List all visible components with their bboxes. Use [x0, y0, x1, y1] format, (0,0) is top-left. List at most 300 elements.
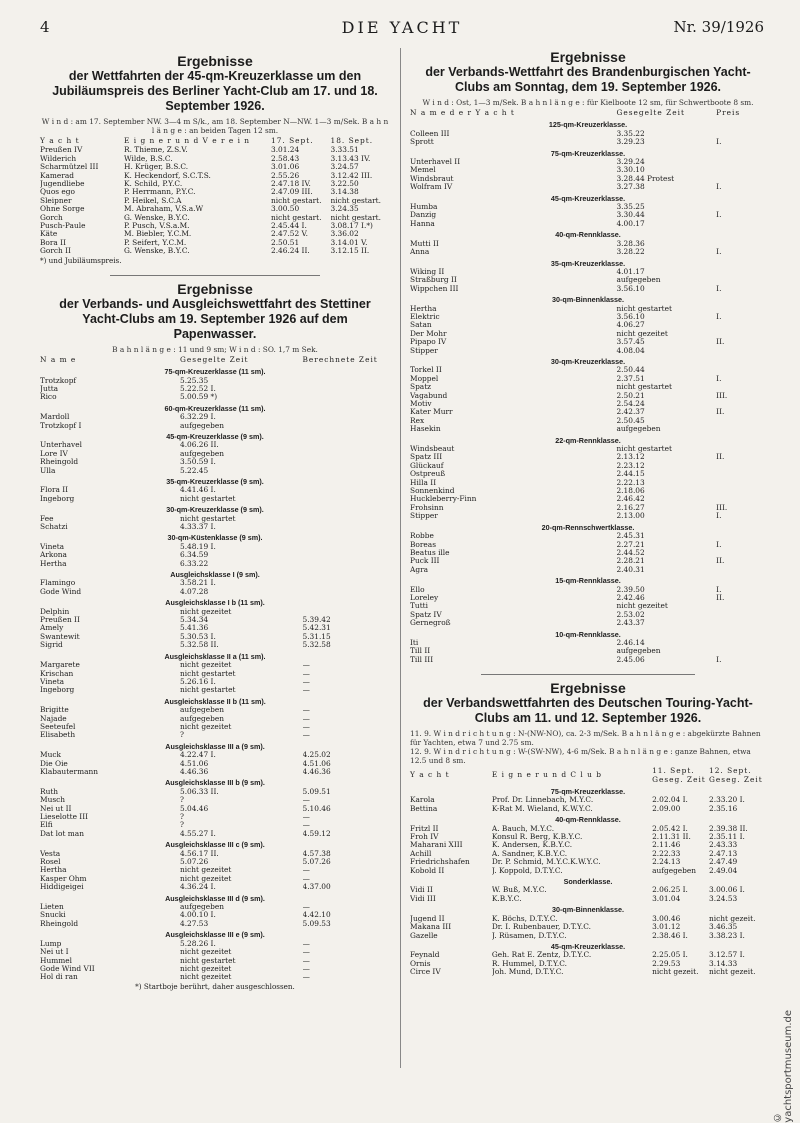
- cell: aufgegeben: [616, 425, 661, 434]
- class-heading: 75-qm-Kreuzerklasse (11 sm).: [164, 367, 266, 377]
- cell: nicht gezeitet: [180, 722, 232, 731]
- cell: 2.45.06: [616, 655, 645, 664]
- class-heading: 40-qm-Rennklasse.: [555, 230, 621, 240]
- cell: 3.01.04: [652, 894, 681, 903]
- cell: 4.46.36: [302, 767, 331, 776]
- cell: 4.22.47 I.: [180, 751, 216, 760]
- cell: —: [302, 821, 310, 830]
- yacht-name: Hiddigeigei: [40, 883, 84, 892]
- cell: Konsul R. Berg, K.B.Y.C.: [491, 833, 583, 842]
- table-row: [410, 338, 766, 346]
- table-row: [410, 445, 766, 453]
- yacht-name: Vineta: [40, 542, 65, 551]
- cell: —: [302, 731, 310, 740]
- cell: 3.01.24: [271, 146, 300, 155]
- cell: 2.18.06: [616, 487, 645, 496]
- table-row: [410, 796, 766, 804]
- table-row: [410, 211, 766, 219]
- table-row: [410, 541, 766, 549]
- table-row: [40, 458, 390, 466]
- table-row: [410, 366, 766, 374]
- cell: nicht gezeitet: [180, 607, 232, 616]
- yacht-name: Gode Wind VII: [40, 964, 95, 973]
- yacht-name: Boreas: [410, 540, 436, 549]
- cell: 2.37.51: [616, 374, 645, 383]
- yacht-name: Ulla: [40, 466, 56, 475]
- table-row: [40, 858, 390, 866]
- cell: P. Pusch, V.S.a.M.: [124, 222, 190, 231]
- cell: nicht gezeitet: [180, 973, 232, 982]
- cell: nicht gezeitet: [180, 948, 232, 957]
- cell: 4.57.38: [302, 849, 331, 858]
- yacht-name: Mardoll: [40, 413, 70, 422]
- yacht-name: Trotzkopf I: [40, 421, 82, 430]
- column-header: Y a c h t: [40, 136, 80, 145]
- cell: nicht gezeitet: [180, 874, 232, 883]
- class-heading: 45-qm-Kreuzerklasse (9 sm).: [166, 431, 264, 441]
- cell: A. Bauch, M.Y.C.: [491, 824, 555, 833]
- cell: J. Rüsamen, D.T.Y.C.: [491, 931, 567, 940]
- yacht-name: Tutti: [410, 602, 428, 611]
- table-row: [410, 586, 766, 594]
- table-row: [410, 330, 766, 338]
- class-heading: 22-qm-Rennklasse.: [555, 435, 621, 445]
- cell: 2.47.18 IV.: [271, 180, 311, 189]
- cell: [303, 560, 391, 568]
- cell: aufgegeben: [652, 866, 697, 875]
- yacht-name: Anna: [410, 248, 430, 257]
- yacht-name: Delphin: [40, 607, 70, 616]
- class-row: [40, 892, 390, 903]
- table-row: [40, 495, 390, 503]
- table-row: [410, 960, 766, 968]
- table-row: [40, 633, 390, 641]
- cell: [303, 422, 391, 430]
- table-row: [40, 670, 390, 678]
- class-row: [40, 365, 390, 376]
- cell: 3.27.38: [616, 183, 645, 192]
- yacht-name: Makana III: [410, 923, 452, 932]
- cell: 5.28.26 I.: [180, 939, 216, 948]
- cell: —: [302, 686, 310, 695]
- cell: Wilde, B.S.C.: [124, 154, 173, 163]
- table-row: [410, 915, 766, 923]
- cell: [716, 276, 766, 284]
- cell: 3.14.33: [709, 959, 738, 968]
- table-row: [40, 686, 390, 694]
- cell: [716, 445, 766, 453]
- cell: K. Andersen, K.B.Y.C.: [491, 841, 573, 850]
- class-row: [410, 434, 766, 445]
- cell: [716, 158, 766, 166]
- yacht-name: Hertha: [410, 304, 437, 313]
- table-row: [410, 321, 766, 329]
- cell: II.: [716, 408, 725, 417]
- cell: 3.28.22: [616, 248, 645, 257]
- table-row: [410, 392, 766, 400]
- cell: 6.32.29 I.: [180, 413, 216, 422]
- cell: [716, 532, 766, 540]
- table-row: [40, 731, 390, 739]
- cell: 4.25.02: [302, 751, 331, 760]
- cell: I.: [716, 138, 722, 147]
- cell: —: [302, 706, 310, 715]
- section-title: [410, 681, 766, 726]
- yacht-name: Jutta: [40, 384, 59, 393]
- cell: G. Wenske, B.Y.C.: [124, 247, 190, 256]
- cell: —: [302, 964, 310, 973]
- cell: I.: [716, 211, 722, 220]
- cell: 5.26.16 I.: [180, 677, 216, 686]
- cell: 3.12.42 III.: [330, 171, 373, 180]
- cell: 2.09.00: [652, 804, 681, 813]
- yacht-name: Wiking II: [410, 267, 445, 276]
- table-row: [410, 602, 766, 610]
- cell: 5.07.26: [180, 858, 209, 867]
- cell: [303, 543, 391, 551]
- cell: 2.43.33: [709, 841, 738, 850]
- cell: 3.56.10: [616, 284, 645, 293]
- yacht-name: Nei ut II: [40, 804, 72, 813]
- cell: —: [302, 722, 310, 731]
- yacht-name: Fritzl II: [410, 824, 439, 833]
- cell: nicht gezeitet: [180, 866, 232, 875]
- cell: 2.02.04 I.: [652, 796, 688, 805]
- heading: Ergebnisse: [550, 49, 626, 65]
- table-row: [40, 146, 390, 154]
- class-heading: 20-qm-Rennschwertklasse.: [541, 522, 635, 532]
- yacht-name: Elektric: [410, 312, 440, 321]
- class-row: [40, 430, 390, 441]
- cell: [716, 321, 766, 329]
- cell: ?: [180, 731, 184, 740]
- table-row: [40, 715, 390, 723]
- cell: II.: [716, 557, 725, 566]
- yacht-name: Gernegroß: [410, 619, 451, 628]
- cell: K.B.Y.C.: [491, 894, 522, 903]
- cell: nicht gezeitet: [180, 964, 232, 973]
- cell: 2.23.12: [616, 461, 645, 470]
- cell: 3.58.21 I.: [180, 579, 216, 588]
- table-row: [410, 858, 766, 866]
- table-row: [40, 579, 390, 587]
- table-row: [410, 268, 766, 276]
- cell: nicht gezeitet: [180, 661, 232, 670]
- yacht-name: Hummel: [40, 956, 72, 965]
- table-row: [40, 515, 390, 523]
- cell: I.: [716, 248, 722, 257]
- table-row: [40, 965, 390, 973]
- yacht-name: Mutti II: [410, 239, 439, 248]
- cell: 4.36.24 I.: [180, 883, 216, 892]
- table-row: [410, 453, 766, 461]
- class-heading: Ausgleichsklasse III b (9 sm).: [165, 778, 265, 788]
- cell: [716, 383, 766, 391]
- yacht-name: Hanna: [410, 219, 435, 228]
- cell: —: [302, 973, 310, 982]
- table-row: [410, 425, 766, 433]
- yacht-name: Lump: [40, 939, 62, 948]
- cell: aufgegeben: [616, 647, 661, 656]
- yacht-name: Sigrid: [40, 641, 63, 650]
- table-row: [40, 450, 390, 458]
- cell: 3.36.02: [330, 230, 359, 239]
- table-row: [410, 639, 766, 647]
- cell: 3.00.46: [652, 914, 681, 923]
- cell: [716, 425, 766, 433]
- header-row: [40, 354, 390, 365]
- table-row: [410, 248, 766, 256]
- table-row: [40, 821, 390, 829]
- cell: 5.22.52 I.: [180, 384, 216, 393]
- cell: 2.43.37: [616, 619, 645, 628]
- column-header: 18. Sept.: [330, 136, 374, 145]
- table-row: [40, 866, 390, 874]
- yacht-name: Bettina: [410, 804, 438, 813]
- results-table: [410, 107, 766, 664]
- table-row: [410, 656, 766, 664]
- yacht-name: Rheingold: [40, 458, 79, 467]
- column-header: N a m e: [40, 354, 77, 364]
- cell: 2.55.26: [271, 171, 300, 180]
- yacht-name: Froh IV: [410, 833, 439, 842]
- table-row: [410, 841, 766, 849]
- cell: [303, 393, 391, 401]
- cell: 3.00.06 I.: [709, 886, 745, 895]
- cell: nicht gestartet: [616, 304, 672, 313]
- cell: nicht gestartet: [180, 514, 236, 523]
- cell: 4.51.06: [180, 759, 209, 768]
- yacht-name: Unterhavel: [40, 441, 82, 450]
- table-row: [410, 932, 766, 940]
- yacht-name: Memel: [410, 166, 436, 175]
- table-row: [40, 551, 390, 559]
- table-row: [40, 385, 390, 393]
- yacht-name: Flamingo: [40, 579, 76, 588]
- table-row: [410, 549, 766, 557]
- cell: 2.47.52 V.: [271, 230, 308, 239]
- table-row: [40, 661, 390, 669]
- cell: 5.32.58: [302, 641, 331, 650]
- cell: 3.29.24: [616, 158, 645, 167]
- column-header: Gesegelte Zeit: [616, 108, 685, 117]
- cell: I.: [716, 655, 722, 664]
- cell: 3.46.35: [709, 923, 738, 932]
- cell: II.: [716, 453, 725, 462]
- yacht-name: Pipapo IV: [410, 338, 447, 347]
- class-heading: Ausgleichsklasse III d (9 sm).: [165, 893, 265, 903]
- table-row: [410, 417, 766, 425]
- cell: nicht gestartet: [180, 956, 236, 965]
- table-row: [410, 611, 766, 619]
- cell: 2.27.21: [616, 540, 645, 549]
- cell: —: [302, 939, 310, 948]
- yacht-name: Krischan: [40, 669, 74, 678]
- cell: 2.38.46 I.: [652, 931, 688, 940]
- yacht-name: Torkel II: [410, 366, 442, 375]
- yacht-name: Satan: [410, 321, 432, 330]
- header-row: [410, 765, 766, 785]
- cell: 4.07.28: [180, 587, 209, 596]
- cell: I.: [716, 585, 722, 594]
- class-heading: Sonderklasse.: [563, 877, 613, 887]
- yacht-name: Trotzkopf: [40, 376, 77, 385]
- yacht-name: Snucki: [40, 911, 66, 920]
- cell: 5.06.33 II.: [180, 787, 219, 796]
- cell: 3.33.51: [330, 146, 359, 155]
- cell: [716, 203, 766, 211]
- wind-note: B a h n l ä n g e : 11 und 9 sm; W i n d : SO. 1,7 m Sek.: [112, 344, 318, 354]
- class-row: [410, 293, 766, 304]
- table-row: [410, 375, 766, 383]
- yacht-name: Muck: [40, 751, 61, 760]
- divider: [110, 275, 320, 276]
- table-row: [40, 706, 390, 714]
- yacht-name: Puck III: [410, 557, 440, 566]
- table-row: [410, 158, 766, 166]
- class-heading: 45-qm-Kreuzerklasse.: [550, 193, 626, 203]
- cell: —: [302, 669, 310, 678]
- cell: 3.35.25: [616, 203, 645, 212]
- cell: 4.46.36: [180, 767, 209, 776]
- cell: 3.08.17 I.*): [330, 222, 373, 231]
- yacht-name: Glückauf: [410, 461, 444, 470]
- cell: [716, 268, 766, 276]
- yacht-name: Die Oie: [40, 759, 68, 768]
- cell: —: [302, 661, 310, 670]
- class-row: [410, 574, 766, 585]
- class-row: [410, 628, 766, 639]
- cell: 3.35.22: [616, 129, 645, 138]
- table-row: [410, 619, 766, 627]
- table-row: [40, 543, 390, 551]
- watermark: © yachtsportmuseum.de: [772, 1009, 794, 1123]
- class-heading: Ausgleichsklasse II a (11 sm).: [164, 651, 266, 661]
- cell: [716, 487, 766, 495]
- table-row: [40, 230, 390, 238]
- yacht-name: Maharani XIII: [410, 841, 463, 850]
- yacht-name: Achill: [410, 849, 432, 858]
- class-heading: 40-qm-Rennklasse.: [555, 815, 621, 825]
- table-row: [40, 197, 390, 205]
- cell: [716, 462, 766, 470]
- yacht-name: Gorch II: [40, 247, 71, 256]
- cell: nicht gezeitet: [616, 602, 668, 611]
- cell: I.: [716, 183, 722, 192]
- table-row: [410, 240, 766, 248]
- cell: 2.13.00: [616, 512, 645, 521]
- yacht-name: Ello: [410, 585, 425, 594]
- class-heading: 60-qm-Kreuzerklasse (11 sm).: [164, 403, 266, 413]
- cell: aufgegeben: [616, 276, 661, 285]
- table-row: [40, 796, 390, 804]
- class-heading: Ausgleichsklasse III c (9 sm).: [165, 840, 265, 850]
- cell: 3.14.01 V.: [330, 238, 368, 247]
- cell: [716, 647, 766, 655]
- yacht-name: Vidi III: [410, 894, 436, 903]
- wind-note: 12. 9. W i n d r i c h t u n g : W-(SW-NW), 4-6 m/Sek. B a h n l ä n g e : ganze Bahnen, etwa 12.5 und 8 sm.: [410, 747, 751, 766]
- yacht-name: Lieten: [40, 903, 64, 912]
- cell: nicht gestartet: [180, 686, 236, 695]
- cell: nicht gestart.: [271, 196, 322, 205]
- cell: 2.06.25 I.: [652, 886, 688, 895]
- table-row: [410, 347, 766, 355]
- table-row: [410, 175, 766, 183]
- yacht-name: Vagabund: [410, 391, 448, 400]
- cell: [716, 400, 766, 408]
- cell: ?: [180, 821, 184, 830]
- yacht-name: Colleen III: [410, 129, 450, 138]
- yacht-name: Huckleberry-Finn: [410, 495, 477, 504]
- class-heading: 30-qm-Kreuzerklasse.: [550, 356, 626, 366]
- cell: Dr. P. Schmid, M.Y.C.K.W.Y.C.: [491, 858, 601, 867]
- table-row: [40, 830, 390, 838]
- cell: 3.22.50: [330, 180, 359, 189]
- cell: [303, 579, 391, 587]
- cell: nicht gezeitet: [616, 329, 668, 338]
- yacht-name: Moppel: [410, 374, 439, 383]
- cell: 2.39.50: [616, 585, 645, 594]
- cell: R. Hummel, D.T.Y.C.: [491, 959, 568, 968]
- cell: M. Abraham, V.S.a.W: [124, 205, 204, 214]
- yacht-name: Rex: [410, 416, 425, 425]
- cell: 4.01.17: [616, 267, 645, 276]
- cell: 5.42.31: [302, 624, 331, 633]
- cell: 2.49.04: [709, 866, 738, 875]
- table-row: [410, 566, 766, 574]
- table-row: [40, 616, 390, 624]
- class-heading: Ausgleichsklasse I b (11 sm).: [165, 598, 265, 608]
- cell: 5.48.19 I.: [180, 542, 216, 551]
- table-row: [40, 523, 390, 531]
- cell: nicht gestartet: [616, 445, 672, 454]
- table-row: [40, 760, 390, 768]
- cell: 2.33.20 I.: [709, 796, 745, 805]
- class-heading: 30-qm-Binnenklasse.: [552, 295, 624, 305]
- cell: 5.30.53 I.: [180, 632, 216, 641]
- table-row: [410, 951, 766, 959]
- cell: [716, 175, 766, 183]
- page-number: 4: [40, 18, 50, 36]
- table-row: [410, 138, 766, 146]
- results-table: [40, 135, 390, 256]
- table-row: [410, 313, 766, 321]
- class-row: [40, 531, 390, 542]
- table-row: [40, 723, 390, 731]
- yacht-name: Ostpreuß: [410, 470, 446, 479]
- cell: 4.42.10: [302, 911, 331, 920]
- cell: 2.28.21: [616, 557, 645, 566]
- yacht-name: Lieselotte III: [40, 813, 89, 821]
- cell: 6.33.22: [180, 559, 209, 568]
- issue-number: Nr. 39/1926: [673, 18, 764, 36]
- cell: aufgegeben: [180, 449, 224, 458]
- cell: A. Sandner, K.B.Y.C.: [491, 849, 568, 858]
- cell: J. Koppold, D.T.Y.C.: [491, 866, 563, 875]
- class-row: [40, 568, 390, 579]
- cell: 2.25.05 I.: [652, 951, 688, 960]
- cell: —: [302, 714, 310, 723]
- column-header: Berechnete Zeit: [302, 354, 378, 364]
- cell: 2.58.43: [271, 154, 300, 163]
- table-row: [40, 486, 390, 494]
- section-title: [410, 50, 766, 95]
- cell: 3.12.57 I.: [709, 951, 745, 960]
- class-row: [410, 147, 766, 158]
- cell: [716, 417, 766, 425]
- class-heading: 125-qm-Kreuzerklasse.: [548, 120, 628, 130]
- table-row: [40, 239, 390, 247]
